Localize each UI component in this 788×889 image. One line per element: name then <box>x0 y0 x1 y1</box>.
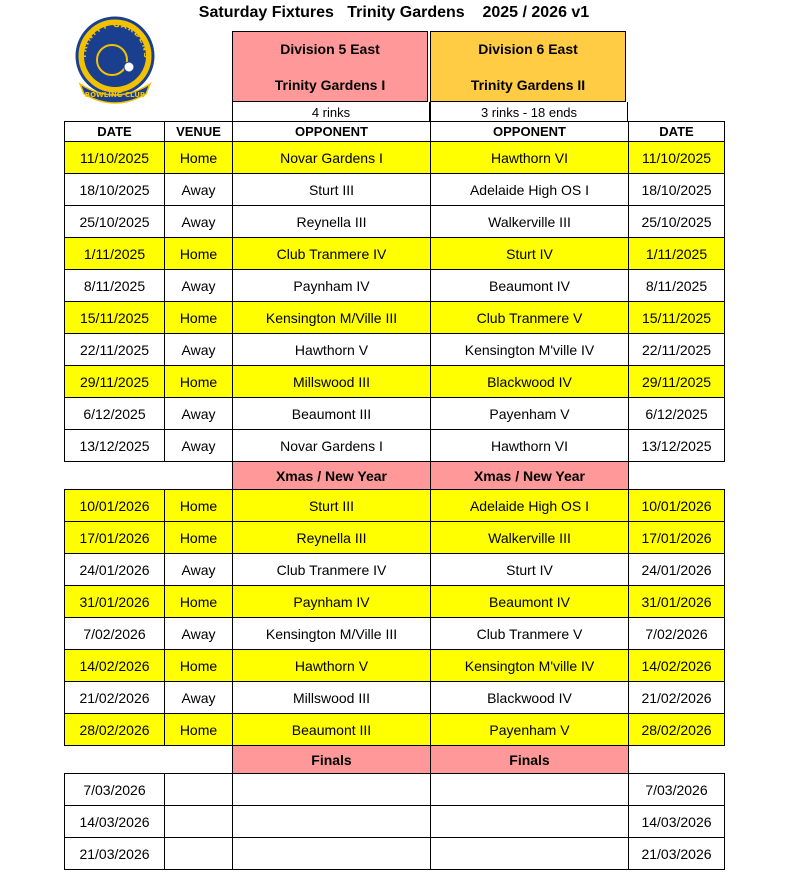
page-title: Saturday Fixtures Trinity Gardens 2025 / 2026 v1 <box>198 4 590 21</box>
division-6-team: Trinity Gardens II <box>470 77 586 93</box>
fixtures-table <box>64 121 725 870</box>
venue-cell: Away <box>165 334 233 366</box>
venue-cell: Away <box>165 430 233 462</box>
venue-cell: Away <box>165 554 233 586</box>
venue-cell: Home <box>165 366 233 398</box>
opponent-div6-cell: Adelaide High OS I <box>431 174 629 206</box>
opponent-div6-cell <box>431 774 629 806</box>
venue-cell: Away <box>165 682 233 714</box>
col-header-date-right: DATE <box>629 122 725 142</box>
fixture-row <box>65 398 725 430</box>
date-right-cell: 10/01/2026 <box>629 490 725 522</box>
opponent-div5-cell: Millswood III <box>233 682 431 714</box>
fixture-row <box>65 238 725 270</box>
date-cell: 7/02/2026 <box>65 618 165 650</box>
spacer <box>629 462 725 490</box>
date-right-cell: 8/11/2025 <box>629 270 725 302</box>
date-right-cell: 24/01/2026 <box>629 554 725 586</box>
date-cell: 22/11/2025 <box>65 334 165 366</box>
opponent-div5-cell: Beaumont III <box>233 398 431 430</box>
date-right-cell: 31/01/2026 <box>629 586 725 618</box>
opponent-div6-cell: Beaumont IV <box>431 586 629 618</box>
fixture-row <box>65 334 725 366</box>
fixture-row <box>65 206 725 238</box>
opponent-div6-cell <box>431 806 629 838</box>
date-cell: 28/02/2026 <box>65 714 165 746</box>
venue-cell: Away <box>165 206 233 238</box>
opponent-div5-cell: Beaumont III <box>233 714 431 746</box>
date-right-cell: 14/03/2026 <box>629 806 725 838</box>
date-right-cell: 17/01/2026 <box>629 522 725 554</box>
opponent-div5-cell: Millswood III <box>233 366 431 398</box>
date-right-cell: 14/02/2026 <box>629 650 725 682</box>
date-cell: 10/01/2026 <box>65 490 165 522</box>
fixture-row <box>65 522 725 554</box>
col-header-opponent-div5: OPPONENT <box>233 122 431 142</box>
date-cell: 14/03/2026 <box>65 806 165 838</box>
fixture-row <box>65 270 725 302</box>
date-right-cell: 7/03/2026 <box>629 774 725 806</box>
date-right-cell: 25/10/2025 <box>629 206 725 238</box>
venue-cell: Away <box>165 398 233 430</box>
xmas-break-row-div6-label: Xmas / New Year <box>431 462 629 490</box>
opponent-div5-cell: Reynella III <box>233 206 431 238</box>
opponent-div6-cell: Club Tranmere V <box>431 302 629 334</box>
venue-cell: Home <box>165 586 233 618</box>
col-header-venue: VENUE <box>165 122 233 142</box>
venue-cell <box>165 806 233 838</box>
opponent-div6-cell: Adelaide High OS I <box>431 490 629 522</box>
fixture-row <box>65 366 725 398</box>
date-right-cell: 28/02/2026 <box>629 714 725 746</box>
date-right-cell: 21/03/2026 <box>629 838 725 870</box>
venue-cell: Home <box>165 650 233 682</box>
logo-top-text: TRINITY GARDENS <box>78 19 152 60</box>
opponent-div5-cell: Hawthorn V <box>233 334 431 366</box>
date-cell: 18/10/2025 <box>65 174 165 206</box>
date-right-cell: 6/12/2025 <box>629 398 725 430</box>
opponent-div5-cell: Kensington M/Ville III <box>233 302 431 334</box>
finals-header-row-div6-label: Finals <box>431 746 629 774</box>
finals-row <box>65 838 725 870</box>
date-cell: 17/01/2026 <box>65 522 165 554</box>
division-5-team: Trinity Gardens I <box>274 77 386 93</box>
finals-header-row <box>65 746 725 774</box>
opponent-div6-cell: Hawthorn VI <box>431 430 629 462</box>
opponent-div5-cell: Kensington M/Ville III <box>233 618 431 650</box>
opponent-div6-cell <box>431 838 629 870</box>
date-right-cell: 22/11/2025 <box>629 334 725 366</box>
fixture-row <box>65 714 725 746</box>
venue-cell <box>165 774 233 806</box>
fixture-row <box>65 490 725 522</box>
date-cell: 14/02/2026 <box>65 650 165 682</box>
finals-row <box>65 806 725 838</box>
spacer <box>65 746 233 774</box>
date-right-cell: 13/12/2025 <box>629 430 725 462</box>
venue-cell: Away <box>165 618 233 650</box>
date-cell: 15/11/2025 <box>65 302 165 334</box>
finals-row <box>65 774 725 806</box>
date-cell: 11/10/2025 <box>65 142 165 174</box>
opponent-div5-cell: Sturt III <box>233 490 431 522</box>
date-right-cell: 7/02/2026 <box>629 618 725 650</box>
opponent-div5-cell: Reynella III <box>233 522 431 554</box>
fixture-row <box>65 174 725 206</box>
date-cell: 25/10/2025 <box>65 206 165 238</box>
opponent-div6-cell: Club Tranmere V <box>431 618 629 650</box>
logo-bottom-text: BOWLING CLUB <box>84 91 146 99</box>
date-cell: 24/01/2026 <box>65 554 165 586</box>
opponent-div5-cell: Club Tranmere IV <box>233 554 431 586</box>
opponent-div5-cell: Club Tranmere IV <box>233 238 431 270</box>
opponent-div6-cell: Payenham V <box>431 714 629 746</box>
venue-cell: Away <box>165 174 233 206</box>
opponent-div6-cell: Blackwood IV <box>431 682 629 714</box>
date-cell: 29/11/2025 <box>65 366 165 398</box>
division-5-name: Division 5 East <box>280 41 380 57</box>
opponent-div5-cell: Sturt III <box>233 174 431 206</box>
fixture-row <box>65 618 725 650</box>
date-right-cell: 21/02/2026 <box>629 682 725 714</box>
date-cell: 31/01/2026 <box>65 586 165 618</box>
venue-cell: Home <box>165 714 233 746</box>
opponent-div6-cell: Beaumont IV <box>431 270 629 302</box>
opponent-div6-cell: Blackwood IV <box>431 366 629 398</box>
date-cell: 13/12/2025 <box>65 430 165 462</box>
venue-cell: Home <box>165 490 233 522</box>
opponent-div5-cell <box>233 774 431 806</box>
opponent-div5-cell: Novar Gardens I <box>233 430 431 462</box>
opponent-div6-cell: Sturt IV <box>431 238 629 270</box>
date-cell: 1/11/2025 <box>65 238 165 270</box>
date-cell: 7/03/2026 <box>65 774 165 806</box>
opponent-div6-cell: Hawthorn VI <box>431 142 629 174</box>
opponent-div6-cell: Walkerville III <box>431 206 629 238</box>
venue-cell: Away <box>165 270 233 302</box>
opponent-div5-cell: Paynham IV <box>233 586 431 618</box>
opponent-div6-cell: Kensington M'ville IV <box>431 650 629 682</box>
date-right-cell: 15/11/2025 <box>629 302 725 334</box>
fixture-row <box>65 682 725 714</box>
fixture-row <box>65 142 725 174</box>
spacer <box>65 462 233 490</box>
venue-cell: Home <box>165 302 233 334</box>
division-5-header <box>232 31 428 102</box>
division-6-header <box>430 31 626 102</box>
club-logo <box>74 14 156 106</box>
date-cell: 21/03/2026 <box>65 838 165 870</box>
date-right-cell: 11/10/2025 <box>629 142 725 174</box>
opponent-div5-cell <box>233 838 431 870</box>
col-header-opponent-div6: OPPONENT <box>431 122 629 142</box>
opponent-div6-cell: Payenham V <box>431 398 629 430</box>
xmas-break-row <box>65 462 725 490</box>
fixture-row <box>65 430 725 462</box>
xmas-break-row-div5-label: Xmas / New Year <box>233 462 431 490</box>
opponent-div6-cell: Walkerville III <box>431 522 629 554</box>
opponent-div5-cell: Novar Gardens I <box>233 142 431 174</box>
venue-cell: Home <box>165 142 233 174</box>
fixture-row <box>65 554 725 586</box>
date-right-cell: 1/11/2025 <box>629 238 725 270</box>
fixture-row <box>65 650 725 682</box>
opponent-div6-cell: Sturt IV <box>431 554 629 586</box>
division-5-rinks: 4 rinks <box>232 102 430 121</box>
finals-header-row-div5-label: Finals <box>233 746 431 774</box>
date-right-cell: 29/11/2025 <box>629 366 725 398</box>
col-header-date: DATE <box>65 122 165 142</box>
date-cell: 8/11/2025 <box>65 270 165 302</box>
division-6-name: Division 6 East <box>478 41 578 57</box>
venue-cell <box>165 838 233 870</box>
fixture-row <box>65 586 725 618</box>
fixture-row <box>65 302 725 334</box>
opponent-div5-cell <box>233 806 431 838</box>
date-cell: 6/12/2025 <box>65 398 165 430</box>
opponent-div5-cell: Hawthorn V <box>233 650 431 682</box>
venue-cell: Home <box>165 522 233 554</box>
date-right-cell: 18/10/2025 <box>629 174 725 206</box>
venue-cell: Home <box>165 238 233 270</box>
date-cell: 21/02/2026 <box>65 682 165 714</box>
table-header-row <box>65 122 725 142</box>
division-6-rinks: 3 rinks - 18 ends <box>430 102 628 121</box>
opponent-div5-cell: Paynham IV <box>233 270 431 302</box>
opponent-div6-cell: Kensington M'ville IV <box>431 334 629 366</box>
spacer <box>629 746 725 774</box>
